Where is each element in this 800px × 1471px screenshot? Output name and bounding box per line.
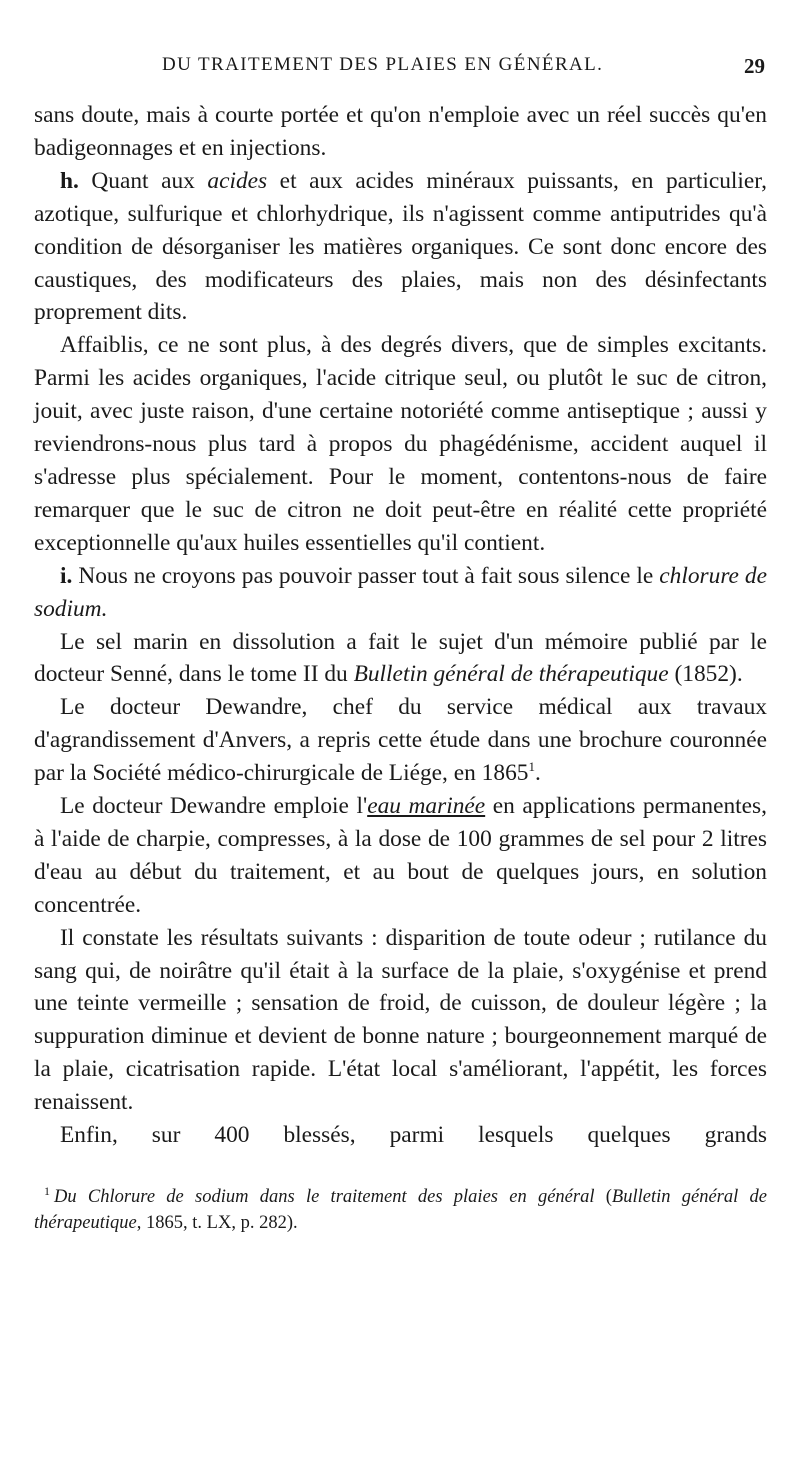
body-text	[34, 99, 767, 1152]
paragraph	[34, 560, 767, 626]
paragraph	[34, 165, 767, 330]
footnote	[34, 1178, 767, 1236]
paragraph-text: Quant aux	[78, 167, 208, 194]
footnote-text: , 1865, t. LX, p. 282).	[136, 1213, 298, 1234]
page-number: 29	[744, 54, 765, 78]
italic-term: chlorure de sodium.	[34, 562, 767, 622]
paragraph-text: .	[534, 760, 541, 787]
paragraph-text: Nous ne croyons pas pouvoir passer tout à fait sous silence le	[72, 562, 660, 589]
italic-term: acides	[207, 167, 268, 194]
footnote-spacer	[34, 1152, 767, 1178]
italic-term: eau marinée	[367, 793, 486, 820]
paragraph-text: sans doute, mais à courte portée et qu'on n'emploie avec un réel succès qu'en badigeonnages et en injections.	[34, 102, 767, 161]
book-page	[34, 44, 767, 1236]
footnote-reference: 1	[528, 759, 535, 775]
paragraph-text: Le docteur Dewandre emploie l'	[60, 793, 368, 820]
paragraph-text: Il constate les résultats suivants : disparition de toute odeur ; rutilance du sang qui, de noirâtre qu'il était à la surface de la plaie, s'oxygénise et prend une teinte vermeille ; sensation de froid, de cuisson, de douleur légère ; la suppuration diminue et devient de bonne nature ; bourgeonnement marqué de la plaie, cicatrisation rapide. L'état local s'améliorant, l'appétit, les forces renaissent.	[34, 924, 767, 1116]
paragraph	[34, 626, 767, 692]
running-title: DU TRAITEMENT DES PLAIES EN GÉNÉRAL.	[162, 54, 604, 75]
footnote-text: (	[594, 1187, 612, 1208]
paragraph	[34, 329, 767, 559]
paragraph-text: Le docteur Dewandre, chef du service médical aux travaux d'agrandissement d'Anvers, a repris cette étude dans une brochure couronnée par la Société médico-chirurgicale de Liége, en 1865	[34, 694, 767, 787]
paragraph-text: et aux acides minéraux puissants, en particulier, azotique, sulfurique et chlorhydrique, ils n'agissent comme antiputrides qu'à condition de désorganiser les matières organiques. Ce sont donc encore des caustiques, des modificateurs des plaies, mais non des désinfectants proprement dits.	[34, 167, 767, 326]
paragraph	[34, 99, 767, 165]
paragraph-text: Enfin, sur 400 blessés, parmi lesquels quelques grands	[60, 1122, 767, 1149]
footnote-mark: 1	[44, 1184, 50, 1198]
paragraph-text: Affaiblis, ce ne sont plus, à des degrés divers, que de simples excitants. Parmi les acides organiques, l'acide citrique seul, ou plutôt le suc de citron, jouit, avec juste raison, d'une certaine notoriété comme antiseptique ; aussi y reviendrons-nous plus tard à propos du phagédénisme, accident auquel il s'adresse plus spécialement. Pour le moment, contentons-nous de faire remarquer que le suc de citron ne doit peut-être en réalité cette propriété exceptionnelle qu'aux huiles essentielles qu'il contient.	[34, 332, 767, 556]
italic-title: Bulletin général de thérapeutique	[353, 661, 669, 688]
section-mark: i.	[60, 562, 73, 589]
paragraph	[34, 922, 767, 1119]
paragraph	[34, 691, 767, 790]
running-header	[34, 44, 767, 85]
paragraph-text: Le sel marin en dissolution a fait le sujet d'un mémoire publié par le docteur Senné, dans le tome II du	[34, 628, 767, 688]
paragraph	[34, 790, 767, 922]
paragraph	[34, 1119, 767, 1152]
footnote-italic-title: Du Chlorure de sodium dans le traitement des plaies en général	[54, 1187, 595, 1208]
paragraph-text: (1852).	[668, 661, 743, 688]
footnote-italic-journal: Bulletin général de thérapeutique	[34, 1187, 767, 1234]
paragraph-text: en applications permanentes, à l'aide de charpie, compresses, à la dose de 100 grammes de sel pour 2 litres d'eau au début du traitement, et au bout de quelques jours, en solution concentrée.	[34, 793, 767, 918]
section-mark: h.	[60, 167, 79, 194]
